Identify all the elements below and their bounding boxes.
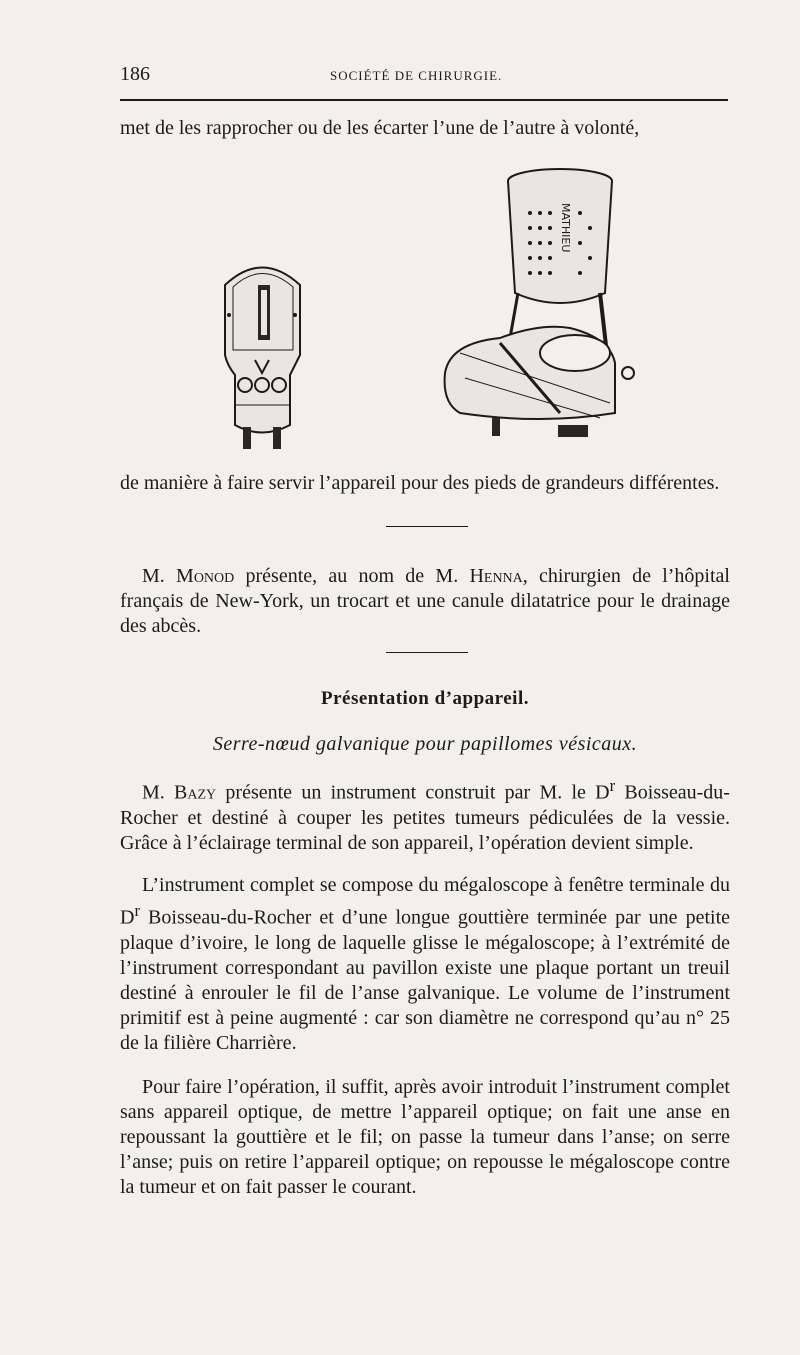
person-bazy: Bazy — [174, 781, 217, 804]
leg-brace-illustration — [440, 163, 640, 453]
header-rule — [120, 99, 728, 101]
person-henna: Henna — [469, 565, 523, 587]
paragraph-after-figure: de manière à faire servir l’appareil pour des pieds de grandeurs différentes. — [120, 472, 720, 494]
separator-rule-2 — [386, 652, 468, 653]
journal-title: SOCIÉTÉ DE CHIRURGIE. — [330, 68, 503, 83]
maker-stamp: MATHIEU — [559, 203, 572, 253]
paragraph-instrument: L’instrument complet se compose du mégaloscope à fenêtre terminale du $D^r$ Boisseau-du-Rocher et d’une longue gouttière terminée par une petite plaque d’ivoire, le long de laquelle glisse le mégaloscope; à l’extrémité de l’instrument correspondant au pavillon existe une plaque portant un treuil destiné à enrouler le fil de l’anse galvanique. Le volume de l’instrument primitif est à peine augmenté : car son diamètre ne correspond qu’au n° 25 de la filière Charrière. — [120, 874, 730, 1054]
section-heading: Présentation d’appareil. — [321, 688, 529, 709]
paragraph-bazy: M. Bazy présente un instrument construit par M. le $D^r$ Boisseau-du-Rocher et destiné à couper les petites tumeurs pédiculées de la vessie. Grâce à l’éclairage terminal de son appareil, l’opération devient simple. — [120, 776, 730, 854]
paragraph-monod: M. Monod présente, au nom de M. Henna, chirurgien de l’hôpital français de New-York, un trocart et une canule dilatatrice pour le drainage des abcès. — [120, 565, 730, 637]
prosthesis-shell-illustration — [215, 255, 310, 455]
section-subheading: Serre-nœud galvanique pour papillomes vésicaux. — [212, 733, 638, 755]
paragraph-top: met de les rapprocher ou de les écarter l’une de l’autre à volonté, — [120, 117, 640, 139]
person-monod: Monod — [176, 565, 235, 587]
paragraph-operation: Pour faire l’opération, il suffit, après avoir introduit l’instrument complet sans appareil optique, de mettre l’appareil optique; on fait une anse en repoussant la gouttière et le fil; on passe la tumeur dans l’anse; on serre l’anse; puis on retire l’appareil optique; on repousse le mégaloscope contre la tumeur et on fait passer le courant. — [120, 1076, 730, 1198]
page-number: 186 — [120, 63, 150, 85]
running-head — [120, 63, 730, 87]
separator-rule-1 — [386, 526, 468, 527]
